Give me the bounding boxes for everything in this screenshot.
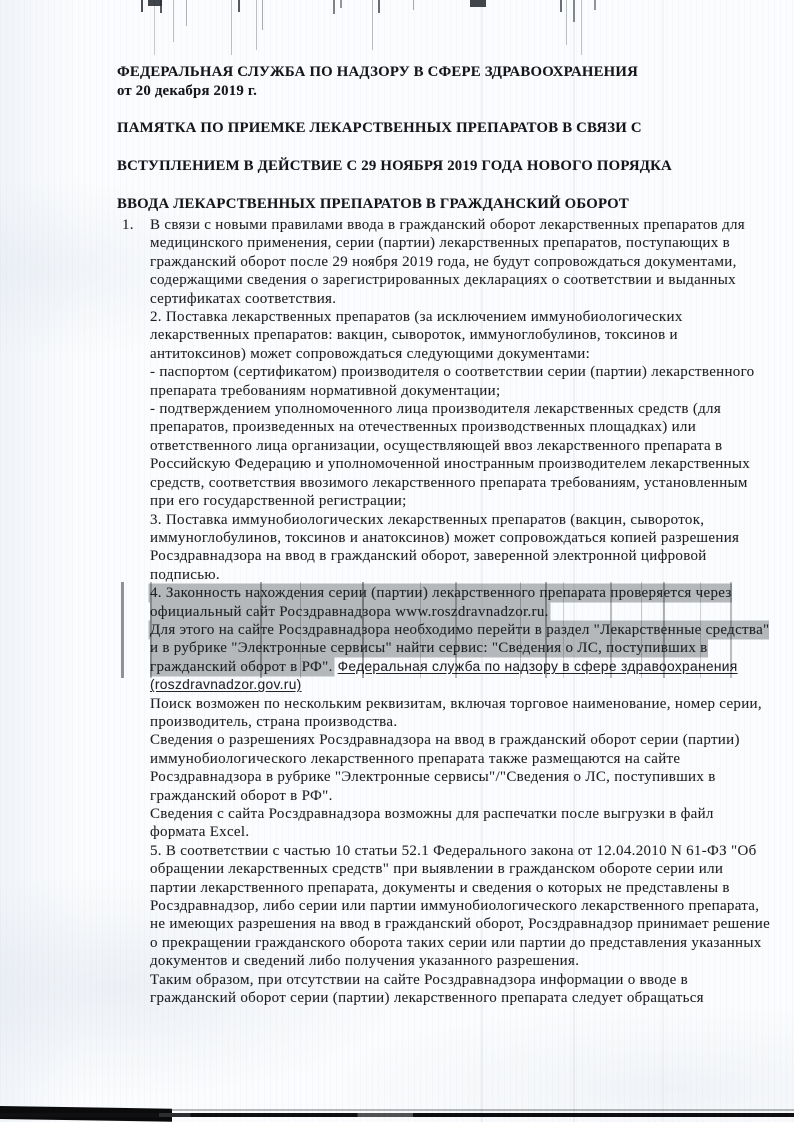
paragraph-conclusion: Таким образом, при отсутствии на сайте Росздравнадзора информации о вводе в гражданский оборот серии (партии) лекарственного препарата следует обращаться — [150, 971, 704, 1007]
paragraph-search-criteria: Поиск возможен по нескольким реквизитам, включая торговое наименование, номер серии, производитель, страна производства. — [150, 695, 762, 730]
paragraph-1-new-rules: В связи с новыми правилами ввода в гражданский оборот лекарственных препаратов для медицинского применения, серии (партии) лекарственных препаратов, поступающих в гражданский оборот после 29 ноября 2019 года, не будут сопровождаться документами, содержащими сведения о зарегистрированных декларациях о соответствии и выданных сертификатах соответствия. — [150, 217, 746, 307]
paragraph-site-navigation — [150, 621, 772, 695]
roszdravnadzor-link[interactable]: Федеральная служба по надзору в сфере здравоохранения (roszdravnadzor.gov.ru) — [150, 658, 738, 693]
document-header — [117, 63, 638, 101]
document-date: от 20 декабря 2019 г. — [117, 83, 257, 99]
paragraph-3-immunobiological: 3. Поставка иммунобиологических лекарственных препаратов (вакцин, сывороток, иммуноглобулинов, токсинов и анатоксинов) может сопровождаться копией разрешения Росздравнадзора на ввод в гражданский оборот, заверенной электронной цифровой подписью. — [150, 511, 740, 583]
memo-title-line-3: ВВОДА ЛЕКАРСТВЕННЫХ ПРЕПАРАТОВ В ГРАЖДАНСКИЙ ОБОРОТ — [117, 196, 629, 212]
memo-title-line-1: ПАМЯТКА ПО ПРИЕМКЕ ЛЕКАРСТВЕННЫХ ПРЕПАРАТОВ В СВЯЗИ С — [117, 120, 642, 136]
highlighted-text: Для этого на сайте Росздравнадзора необходимо перейти в раздел "Лекарственные средства" и в рубрике "Электронные сервисы" найти сервис: "Сведения о ЛС, поступивших в гражданский оборот в РФ". — [150, 621, 770, 675]
paragraph-confirmation-item: - подтверждением уполномоченного лица производителя лекарственных средств (для препаратов, произведенных на отечественных производственных площадках) или ответственного лица организации, осуществляющей ввоз лекарственного препарата в Российскую Федерацию и уполномоченной иностранным производителем лекарственных средств, соответствия ввозимого лекарственного препарата требованиям, установленным при его государственной регистрации; — [150, 401, 751, 510]
paragraph-2-supply-documents: 2. Поставка лекарственных препаратов (за исключением иммунобиологических лекарственных препаратов: вакцин, сывороток, иммуноглобулинов, токсинов и антитоксинов) может сопровождаться следующими документами: — [150, 309, 683, 362]
memo-title-line-2: ВСТУПЛЕНИЕМ В ДЕЙСТВИЕ С 29 НОЯБРЯ 2019 ГОДА НОВОГО ПОРЯДКА — [117, 158, 672, 174]
memo-title — [117, 109, 767, 223]
paragraph-permission-info: Сведения о разрешениях Росздравнадзора на ввод в гражданский оборот серии (партии) иммунобиологического лекарственного препарата также размещаются на сайте Росздравнадзора в рубрике "Электронные сервисы"/"Сведения о ЛС, поступивших в гражданский оборот в РФ". — [150, 732, 740, 804]
agency-name: ФЕДЕРАЛЬНАЯ СЛУЖБА ПО НАДЗОРУ В СФЕРЕ ЗДРАВООХРАНЕНИЯ — [117, 64, 638, 80]
paragraph-excel-export: Сведения с сайта Росздравнадзора возможны для распечатки после выгрузки в файл формата Excel. — [150, 806, 714, 841]
document-body — [122, 216, 772, 1007]
list-number: 1. — [122, 217, 134, 233]
paragraph-4-legality-highlighted — [150, 584, 772, 621]
paragraph-5-law-reference: 5. В соответствии с частью 10 статьи 52.1 Федерального закона от 12.04.2010 N 61-ФЗ "Об обращении лекарственных средств" при выявлении в гражданском обороте серии или партии лекарственного препарата, документы и сведения о которых не представлены в Росздравнадзор, либо серии или партии иммунобиологического лекарственного препарата, не имеющих разрешения на ввод в гражданский оборот, Росздравнадзор принимает решение о прекращении гражданского оборота таких серии или партии до представления указанных документов и сведений либо получения указанного разрешения. — [150, 842, 771, 970]
paragraph-passport-item: - паспортом (сертификатом) производителя о соответствии серии (партии) лекарственного препарата требованиям нормативной документации; — [150, 364, 755, 399]
highlighted-text: 4. Законность нахождения серии (партии) лекарственного препарата проверяется через официальный сайт Росздравнадзора www.roszdravnadzor.ru. — [150, 585, 732, 620]
